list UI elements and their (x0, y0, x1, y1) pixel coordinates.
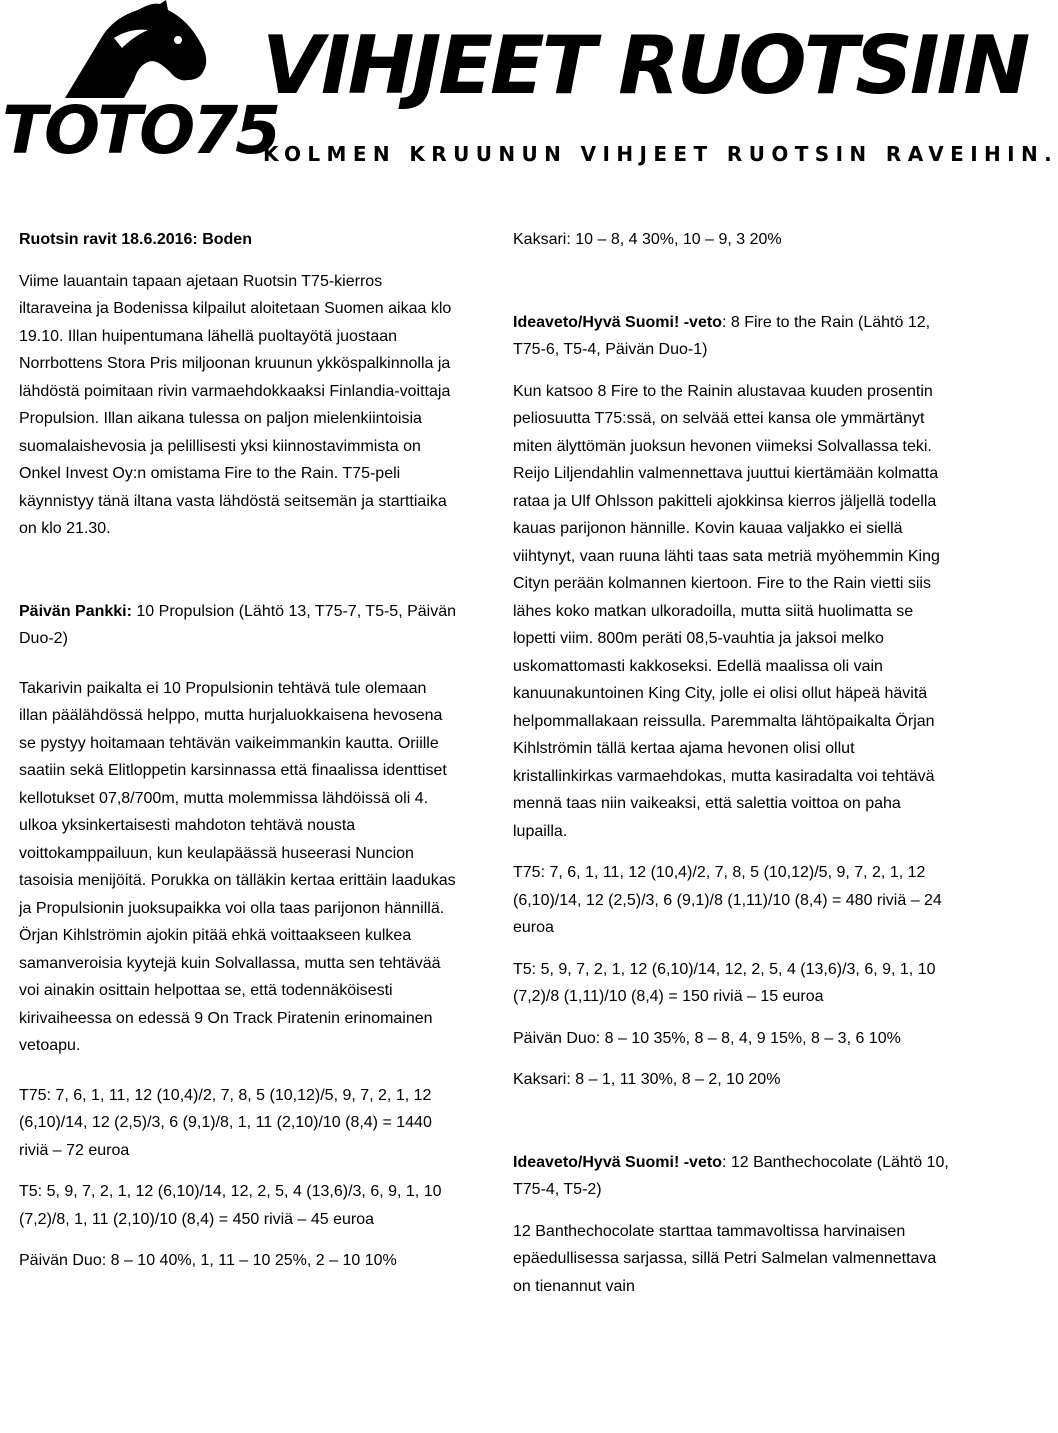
ideaveto-1-text: : 8 Fire to the Rain (Lähtö 12, T75-6, T5-4, Päivän Duo-1) (513, 313, 931, 358)
bank-text: 10 Propulsion (Lähtö 13, T75-7, T5-5, Päivän Duo-2) (19, 602, 457, 647)
ideaveto-1-label: Ideaveto/Hyvä Suomi! -veto (513, 313, 722, 331)
horse-head-icon (60, 0, 210, 100)
header (0, 0, 1058, 200)
paivan-duo-right: Päivän Duo: 8 – 10 35%, 8 – 8, 4, 9 15%, 8 – 3, 6 10% (513, 1029, 901, 1047)
bank-paragraph: Takarivin paikalta ei 10 Propulsionin tehtävä tule olemaan illan päälähdössä helppo, mutta hurjaluokkaisena hevosena se pystyy hoitamaan tehtävän vaikeimmankin kautta. Oriille saatiin sekä Elitloppetin karsinnassa että finaalissa identtiset kellotukset 07,8/700m, mutta molemmissa lähdöissä oli 4. ulkoa yksinkertaisesti mahdoton tehtävä nousta voittokamppailuun, kun keulapäässä huseerasi Nuncion tasoisia menijöitä. Porukka on tälläkin kertaa erittäin laadukas ja Propulsionin juoksupaikka voi olla taas parijonon hännillä. Örjan Kihlströmin ajokin pitää ehkä voittaakseen kulkea samanveroisia kyytejä kuin Solvallassa, mutta sen tehtävää voi ainakin osittain helpottaa se, että todennäköisesti kirivaiheessa on edessä 9 On Track Piratenin erinomainen vetoapu. (19, 679, 456, 1054)
page-title: VIHJEET RUOTSIIN (262, 19, 1028, 112)
t75-system: T75: 7, 6, 1, 11, 12 (10,4)/2, 7, 8, 5 (10,12)/5, 9, 7, 2, 1, 12 (6,10)/14, 12 (2,5)/3, 6 (9,1)/8, 1, 11 (2,10)/10 (8,4) = 1440 riviä – 72 euroa (19, 1086, 432, 1159)
bank-label: Päivän Pankki: (19, 602, 132, 620)
t5-system: T5: 5, 9, 7, 2, 1, 12 (6,10)/14, 12, 2, 5, 4 (13,6)/3, 6, 9, 1, 10 (7,2)/8, 1, 11 (2,10)/10 (8,4) = 450 riviä – 45 euroa (19, 1183, 442, 1228)
toto75-logo (0, 0, 279, 170)
page-subtitle: KOLMEN KRUUNUN VIHJEET RUOTSIN RAVEIHIN. (263, 142, 1058, 166)
race-title: Ruotsin ravit 18.6.2016: Boden (19, 231, 252, 248)
intro-paragraph: Viime lauantain tapaan ajetaan Ruotsin T75-kierros iltaraveina ja Bodenissa kilpailut aloitetaan Suomen aikaa klo 19.10. Illan huipentumana lähellä puoltayötä juostaan Norrbottens Stora Pris miljoonan kruunun ykköspalkinnolla ja lähdöstä poimitaan rivin varmaehdokkaaksi Finlandia-voittaja Propulsion. Illan aikana tulessa on paljon mielenkiintoisia suomalaishevosia ja pelillisesti yksi kiinnostavimmista on Onkel Invest Oy:n omistama Fire to the Rain. T75-peli käynnistyy tänä iltana vasta lähdöstä seitsemän ja starttiaika on klo 21.30. (19, 272, 452, 537)
right-column (513, 226, 953, 1300)
kaksari-2: Kaksari: 8 – 1, 11 30%, 8 – 2, 10 20% (513, 1071, 781, 1088)
ideaveto-2-paragraph: 12 Banthechocolate starttaa tammavoltissa harvinaisen epäedullisessa sarjassa, sillä Petri Salmelan valmennettava on tienannut vain (513, 1222, 937, 1295)
ideaveto-2-heading (513, 1149, 953, 1204)
t75-system-right: T75: 7, 6, 1, 11, 12 (10,4)/2, 7, 8, 5 (10,12)/5, 9, 7, 2, 1, 12 (6,10)/14, 12 (2,5)/3, 6 (9,1)/8 (1,11)/10 (8,4) = 480 riviä – 24 euroa (513, 864, 942, 936)
ideaveto-2-text: : 12 Banthechocolate (Lähtö 10, T75-4, T5-2) (513, 1153, 949, 1198)
paivan-duo: Päivän Duo: 8 – 10 40%, 1, 11 – 10 25%, 2 – 10 10% (19, 1252, 397, 1269)
kaksari-1: Kaksari: 10 – 8, 4 30%, 10 – 9, 3 20% (513, 231, 782, 248)
ideaveto-1-paragraph: Kun katsoo 8 Fire to the Rainin alustavaa kuuden prosentin peliosuutta T75:ssä, on selvää ettei kansa ole ymmärtänyt miten älyttömän juoksun hevonen viimeksi Solvallassa teki. Reijo Liljendahlin valmennettava juuttui kiertämään kolmatta rataa ja Ulf Ohlsson pakitteli ajokkinsa kierros jäljellä todella kauas parijonon hännille. Kovin kauaa valjakko ei siellä viihtynyt, vaan ruuna lähti taas sata metriä myöhemmin King Cityn perään kolmannen kiertoon. Fire to the Rain vietti siis lähes koko matkan ulkoradoilla, mutta siitä huolimatta se lopetti viim. 800m peräti 08,5-vauhtia ja jaksoi melko uskomattomasti kakkoseksi. Edellä maalissa oli vain kanuunakuntoinen King City, jolle ei olisi ollut häpeä hävitä helpommallakaan reissulla. Paremmalta lähtöpaikalta Örjan Kihlströmin tällä kertaa ajama hevonen olisi ollut kristallinkirkas varmaehdokas, mutta kasiradalta voi tehtävä mennä taas niin vaikeaksi, että salettia voittoa on paha lupailla. (513, 382, 940, 840)
ideaveto-2-label: Ideaveto/Hyvä Suomi! -veto (513, 1153, 722, 1171)
bank-heading (19, 598, 459, 653)
logo-text: TOTO75 (2, 92, 279, 169)
left-column (19, 226, 459, 1275)
ideaveto-1-heading (513, 309, 953, 364)
t5-system-right: T5: 5, 9, 7, 2, 1, 12 (6,10)/14, 12, 2, 5, 4 (13,6)/3, 6, 9, 1, 10 (7,2)/8 (1,11)/10 (8,4) = 150 riviä – 15 euroa (513, 960, 936, 1005)
